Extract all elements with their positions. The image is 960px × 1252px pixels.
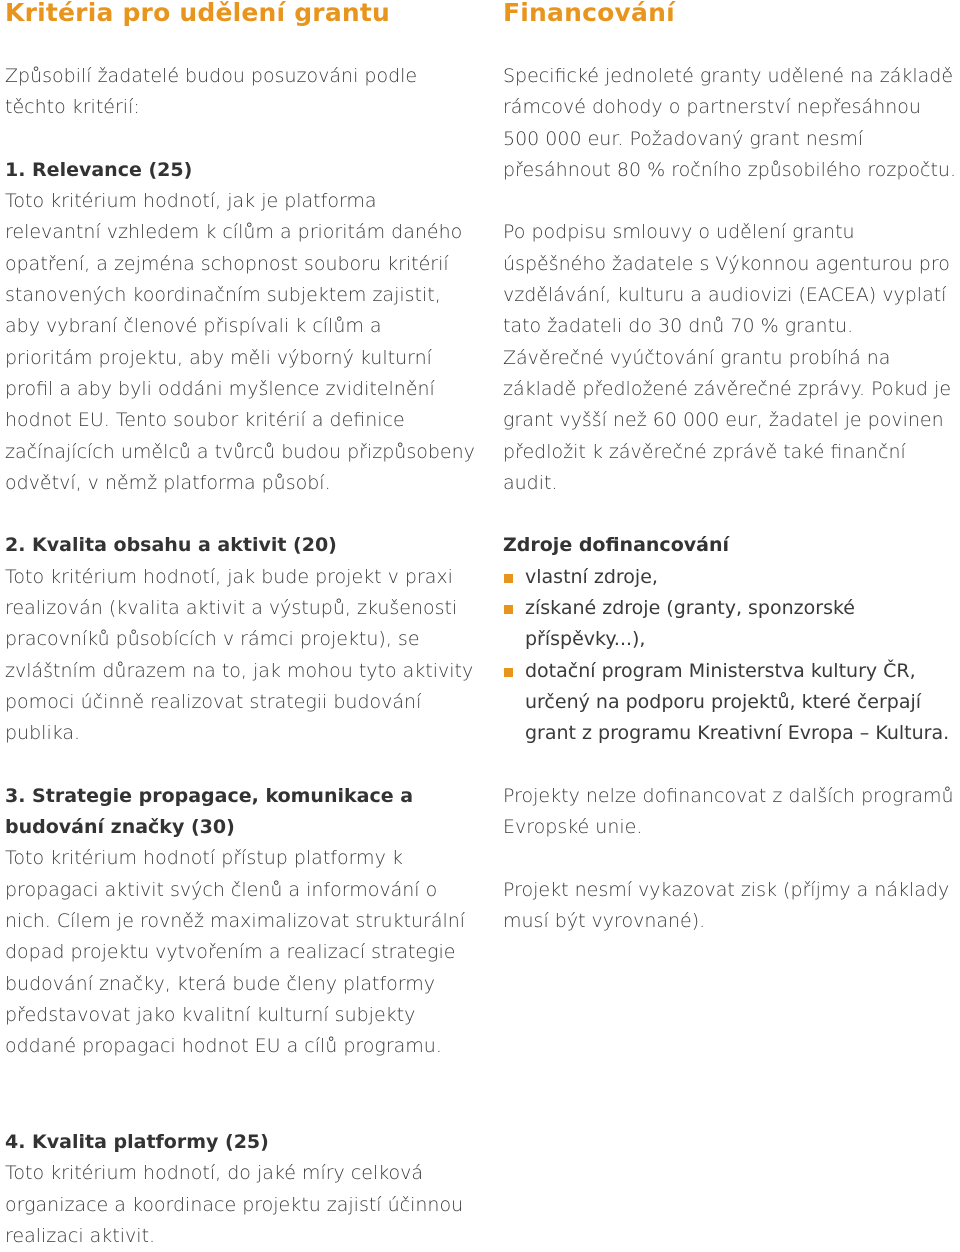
criterion-4-block [5, 1127, 475, 1252]
financing-para-2: Po podpisu smlouvy o udělení grantu úspěšného žadatele s Výkonnou agenturou pro vzdělávání, kulturu a audiovizi (EACEA) vyplatí tato žadateli do 30 dnů 70 % grantu. Závěrečné vyúčtování grantu probíhá na základě předložené závěrečné zprávy. Pokud je grant vyšší než 60 000 eur, žadatel je povinen předložit k závěrečné zprávě také finanční audit. [503, 221, 952, 494]
criteria-title: Kritéria pro udělení grantu [5, 0, 391, 27]
criterion-4-heading: 4. Kvalita platformy (25) [5, 1131, 269, 1153]
criteria-column [5, 0, 475, 1063]
criterion-1-heading: 1. Relevance (25) [5, 158, 193, 181]
financing-title: Financování [503, 0, 675, 27]
list-item [503, 656, 958, 750]
criterion-3-heading: 3. Strategie propagace, komunikace a budování značky (30) [5, 784, 414, 839]
cofinancing-list [503, 562, 958, 750]
financing-para-4: Projekt nesmí vykazovat zisk (příjmy a náklady musí být vyrovnané). [503, 878, 950, 933]
criterion-2-heading: 2. Kvalita obsahu a aktivit (20) [5, 534, 337, 557]
criterion-2-text: Toto kritérium hodnotí, jak bude projekt v praxi realizován (kvalita aktivit a výstupů, zkušenosti pracovníků působících v rámci projektu), se zvláštním důrazem na to, jak mohou tyto aktivity pomoci účinně realizovat strategii budování publika. [5, 565, 474, 745]
criterion-3-text: Toto kritérium hodnotí přístup platformy k propagaci aktivit svých členů a informování o nich. Cílem je rovněž maximalizovat strukturální dopad projektu vytvořením a realizací strategie budování značky, která bude členy platformy představovat jako kvalitní kulturní subjekty oddané propagaci hodnot EU a cílů programu. [5, 847, 466, 1058]
bullet-square-icon [504, 668, 513, 677]
bullet-square-icon [504, 574, 513, 583]
list-item-text: získané zdroje (granty, sponzorské příspěvky...), [525, 597, 855, 651]
list-item-text: vlastní zdroje, [525, 565, 658, 588]
criteria-intro: Způsobilí žadatelé budou posuzováni podle těchto kritérií: [5, 65, 418, 119]
list-item [503, 562, 958, 593]
list-item-text: dotační program Ministerstva kultury ČR, určený na podporu projektů, které čerpají grant z programu Kreativní Evropa – Kultura. [525, 659, 950, 745]
list-item [503, 593, 958, 656]
financing-para-1: Specifické jednoleté granty udělené na základě rámcové dohody o partnerství nepřesáhnou 500 000 eur. Požadovaný grant nesmí přesáhnout 80 % ročního způsobilého rozpočtu. [503, 65, 956, 181]
financing-para-3: Projekty nelze dofinancovat z dalších programů Evropské unie. [503, 784, 954, 839]
bullet-square-icon [504, 605, 513, 614]
cofinancing-heading: Zdroje dofinancování [503, 534, 729, 557]
financing-column [503, 0, 958, 937]
criterion-4-text: Toto kritérium hodnotí, do jaké míry celková organizace a koordinace projektu zajistí účinnou realizaci aktivit. [5, 1162, 464, 1247]
criterion-1-text: Toto kritérium hodnotí, jak je platforma relevantní vzhledem k cílům a prioritám daného opatření, a zejména schopnost souboru kritérií stanovených koordinačním subjektem zajistit, aby vybraní členové přispívali k cílům a prioritám projektu, aby měli výborný kulturní profil a aby byli oddáni myšlence zviditelnění hodnot EU. Tento soubor kritérií a definice začínajících umělců a tvůrců budou přizpůsobeny odvětví, v němž platforma působí. [5, 190, 475, 494]
